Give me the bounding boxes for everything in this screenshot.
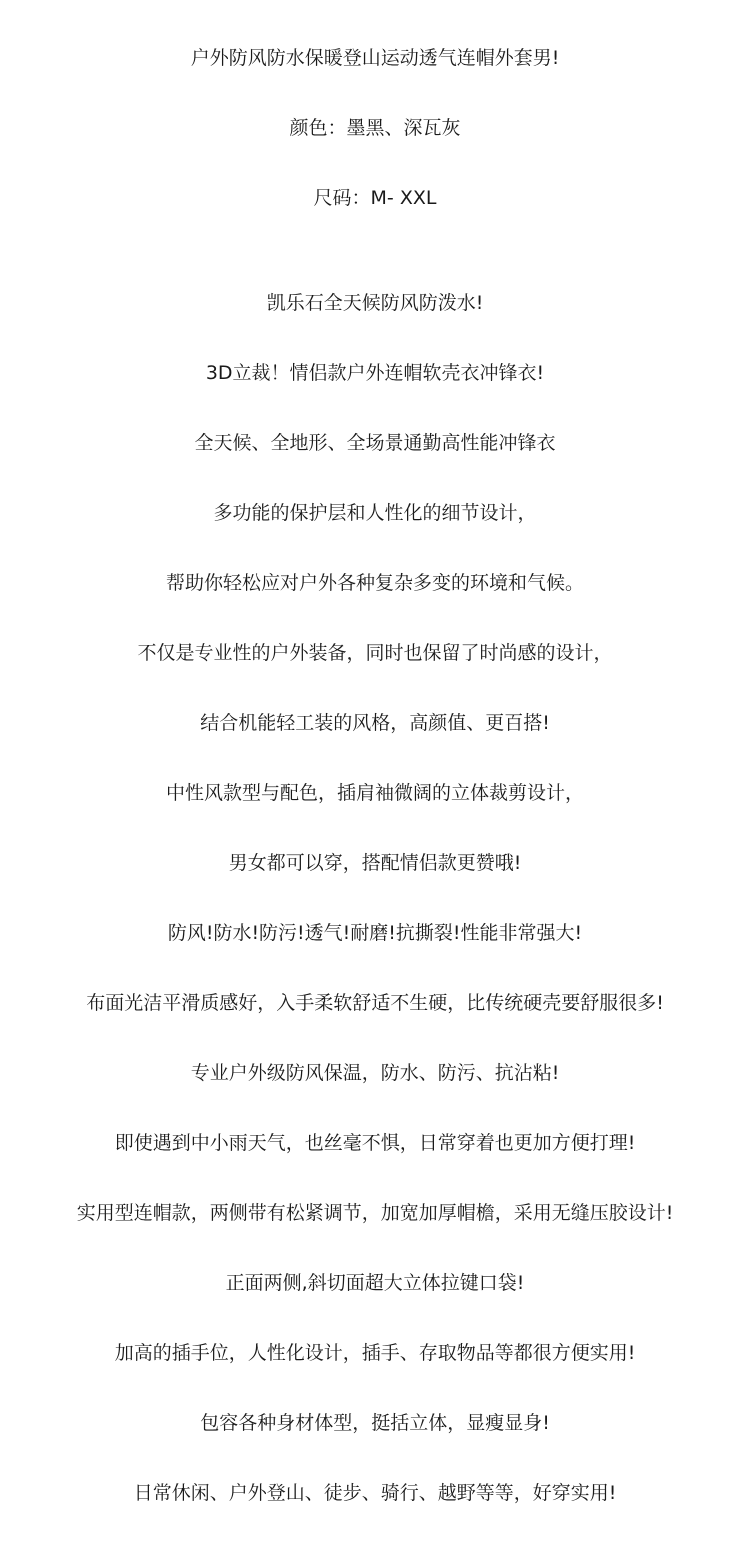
description-line: 实用型连帽款，两侧带有松紧调节，加宽加厚帽檐，采用无缝压胶设计! bbox=[76, 1202, 674, 1224]
description-line: 布面光洁平滑质感好，入手柔软舒适不生硬，比传统硬壳要舒服很多! bbox=[86, 992, 664, 1014]
description-line: 即使遇到中小雨天气，也丝毫不惧，日常穿着也更加方便打理! bbox=[114, 1132, 636, 1154]
description-line: 帮助你轻松应对户外各种复杂多变的环境和气候。 bbox=[165, 572, 584, 594]
description-line: 正面两侧,斜切面超大立体拉键口袋! bbox=[225, 1272, 525, 1294]
description-line: 中性风款型与配色，插肩袖微阔的立体裁剪设计， bbox=[165, 782, 584, 804]
description-line: 凯乐石全天候防风防泼水! bbox=[266, 292, 484, 314]
description-line: 日常休闲、户外登山、徒步、骑行、越野等等，好穿实用! bbox=[133, 1482, 617, 1504]
description-line: 不仅是专业性的户外装备，同时也保留了时尚感的设计， bbox=[137, 642, 613, 664]
description-line: 男女都可以穿，搭配情侣款更赞哦! bbox=[228, 852, 522, 874]
product-title: 户外防风防水保暖登山运动透气连帽外套男! bbox=[190, 47, 560, 69]
description-line: 全天候、全地形、全场景通勤高性能冲锋衣 bbox=[194, 432, 556, 454]
description-line: 多功能的保护层和人性化的细节设计， bbox=[213, 502, 537, 524]
description-line: 专业户外级防风保温，防水、防污、抗沾粘! bbox=[190, 1062, 560, 1084]
description-line: 防风!防水!防污!透气!耐磨!抗撕裂!性能非常强大! bbox=[167, 922, 583, 944]
description-line: 包容各种身材体型，挺括立体，显瘦显身! bbox=[200, 1412, 550, 1434]
description-line: 加高的插手位，人性化设计，插手、存取物品等都很方便实用! bbox=[114, 1342, 636, 1364]
size-range: 尺码：M- XXL bbox=[313, 187, 437, 209]
description-line: 结合机能轻工装的风格，高颜值、更百搭! bbox=[200, 712, 550, 734]
color-options: 颜色：墨黑、深瓦灰 bbox=[289, 117, 461, 139]
description-line: 3D立裁！情侣款户外连帽软壳衣冲锋衣! bbox=[205, 362, 545, 384]
